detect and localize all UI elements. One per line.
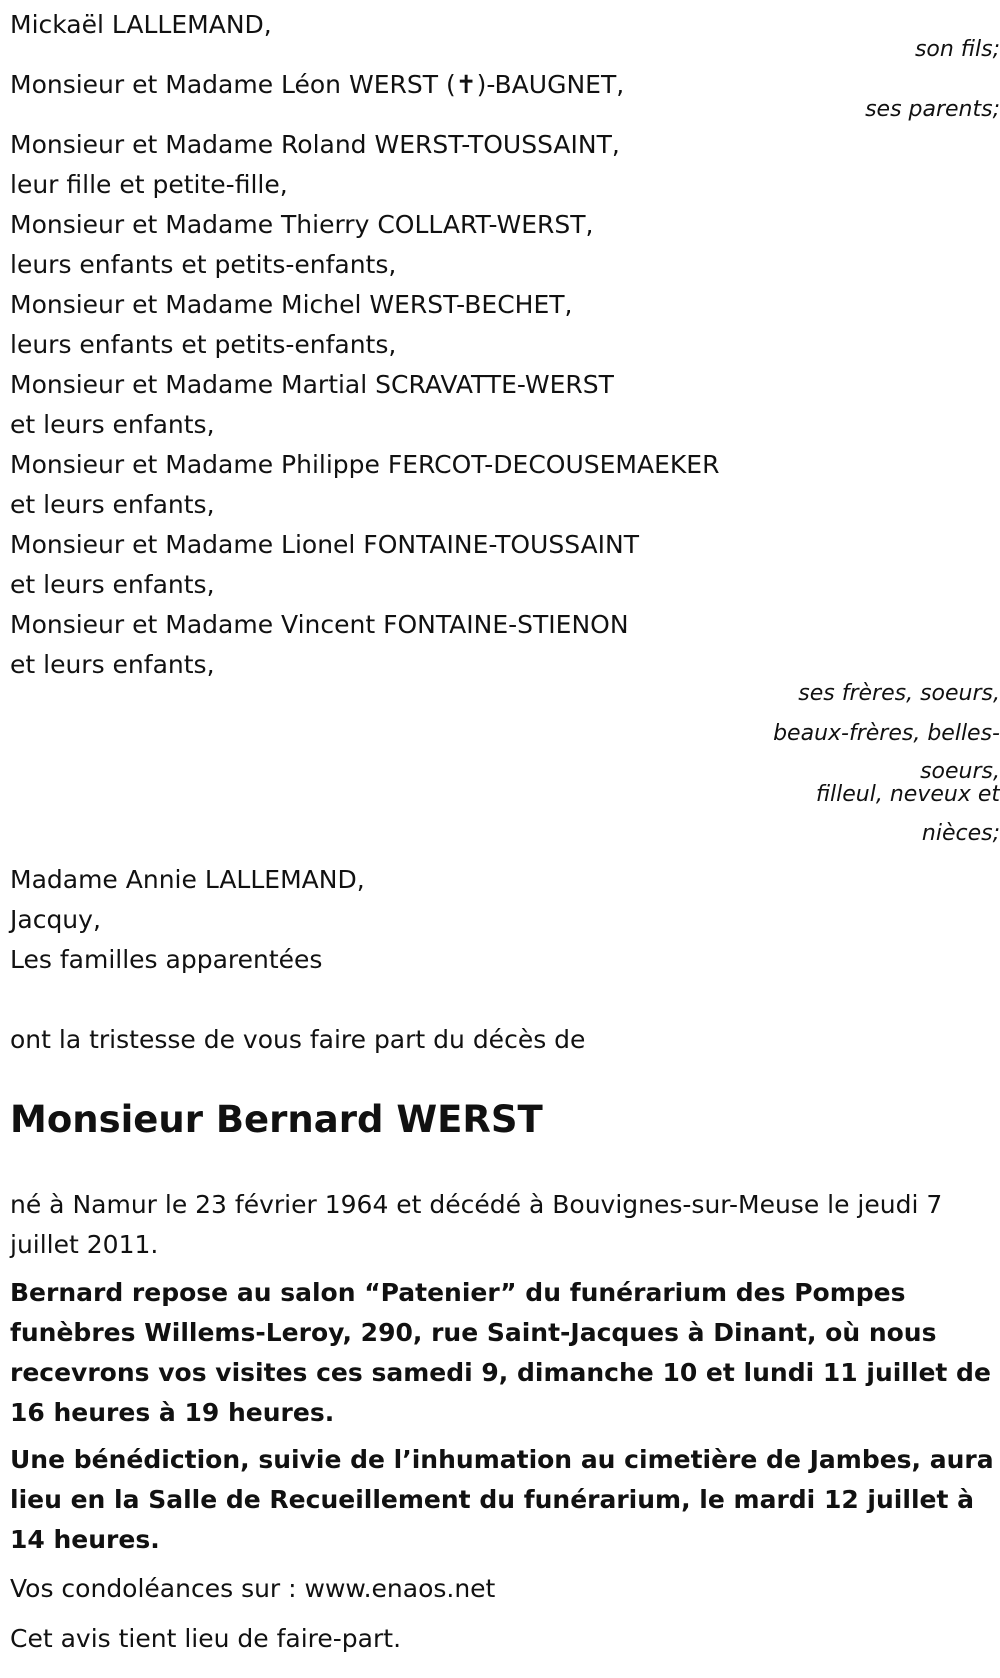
deceased-name: Monsieur Bernard WERST	[10, 1098, 543, 1141]
son-role: son fils;	[914, 37, 1000, 62]
sibling-line: Monsieur et Madame Philippe FERCOT-DECOUSEMAEKER	[10, 450, 720, 479]
son-name: Mickaël LALLEMAND,	[10, 10, 272, 39]
sibling-line: Monsieur et Madame Martial SCRAVATTE-WERST	[10, 370, 614, 399]
sibling-line: leurs enfants et petits-enfants,	[10, 330, 397, 359]
sibling-line: Monsieur et Madame Thierry COLLART-WERST,	[10, 210, 594, 239]
sibling-line: Monsieur et Madame Vincent FONTAINE-STIENON	[10, 610, 629, 639]
sibling-line: et leurs enfants,	[10, 650, 215, 679]
siblings-role-line: ses frères, soeurs,	[798, 681, 1000, 706]
sibling-line: Monsieur et Madame Lionel FONTAINE-TOUSSAINT	[10, 530, 639, 559]
sibling-line: leur fille et petite-fille,	[10, 170, 288, 199]
parents-role: ses parents;	[865, 97, 1000, 122]
siblings-role-line: filleul, neveux et	[815, 782, 1000, 807]
sibling-line: et leurs enfants,	[10, 570, 215, 599]
visitation-text: Bernard repose au salon “Patenier” du funérarium des Pompes funèbres Willems-Leroy, 290, rue Saint-Jacques à Dinant, où nous recevrons vos visites ces samedi 9, dimanche 10 et lundi 11 juillet de 16 heures à 19 heures.	[10, 1278, 991, 1427]
other-line: Jacquy,	[10, 905, 101, 934]
announcement: ont la tristesse de vous faire part du décès de	[10, 1025, 586, 1054]
birth-death-text: né à Namur le 23 février 1964 et décédé à Bouvignes-sur-Meuse le jeudi 7 juillet 2011.	[10, 1190, 943, 1259]
other-line: Madame Annie LALLEMAND,	[10, 865, 365, 894]
sibling-line: et leurs enfants,	[10, 490, 215, 519]
parents-name: Monsieur et Madame Léon WERST (✝)-BAUGNET,	[10, 70, 625, 99]
sibling-line: Monsieur et Madame Roland WERST-TOUSSAINT,	[10, 130, 620, 159]
other-line: Les familles apparentées	[10, 945, 323, 974]
condolences-text: Vos condoléances sur : www.enaos.net	[10, 1574, 496, 1603]
ceremony-text: Une bénédiction, suivie de l’inhumation au cimetière de Jambes, aura lieu en la Salle de Recueillement du funérarium, le mardi 12 juillet à 14 heures.	[10, 1445, 994, 1554]
sibling-line: et leurs enfants,	[10, 410, 215, 439]
siblings-role-line: nièces;	[921, 821, 1000, 846]
sibling-line: leurs enfants et petits-enfants,	[10, 250, 397, 279]
siblings-role-line: soeurs,	[920, 759, 1000, 784]
siblings-role-line: beaux-frères, belles-	[773, 721, 1000, 746]
closing-text: Cet avis tient lieu de faire-part.	[10, 1624, 402, 1653]
sibling-line: Monsieur et Madame Michel WERST-BECHET,	[10, 290, 573, 319]
